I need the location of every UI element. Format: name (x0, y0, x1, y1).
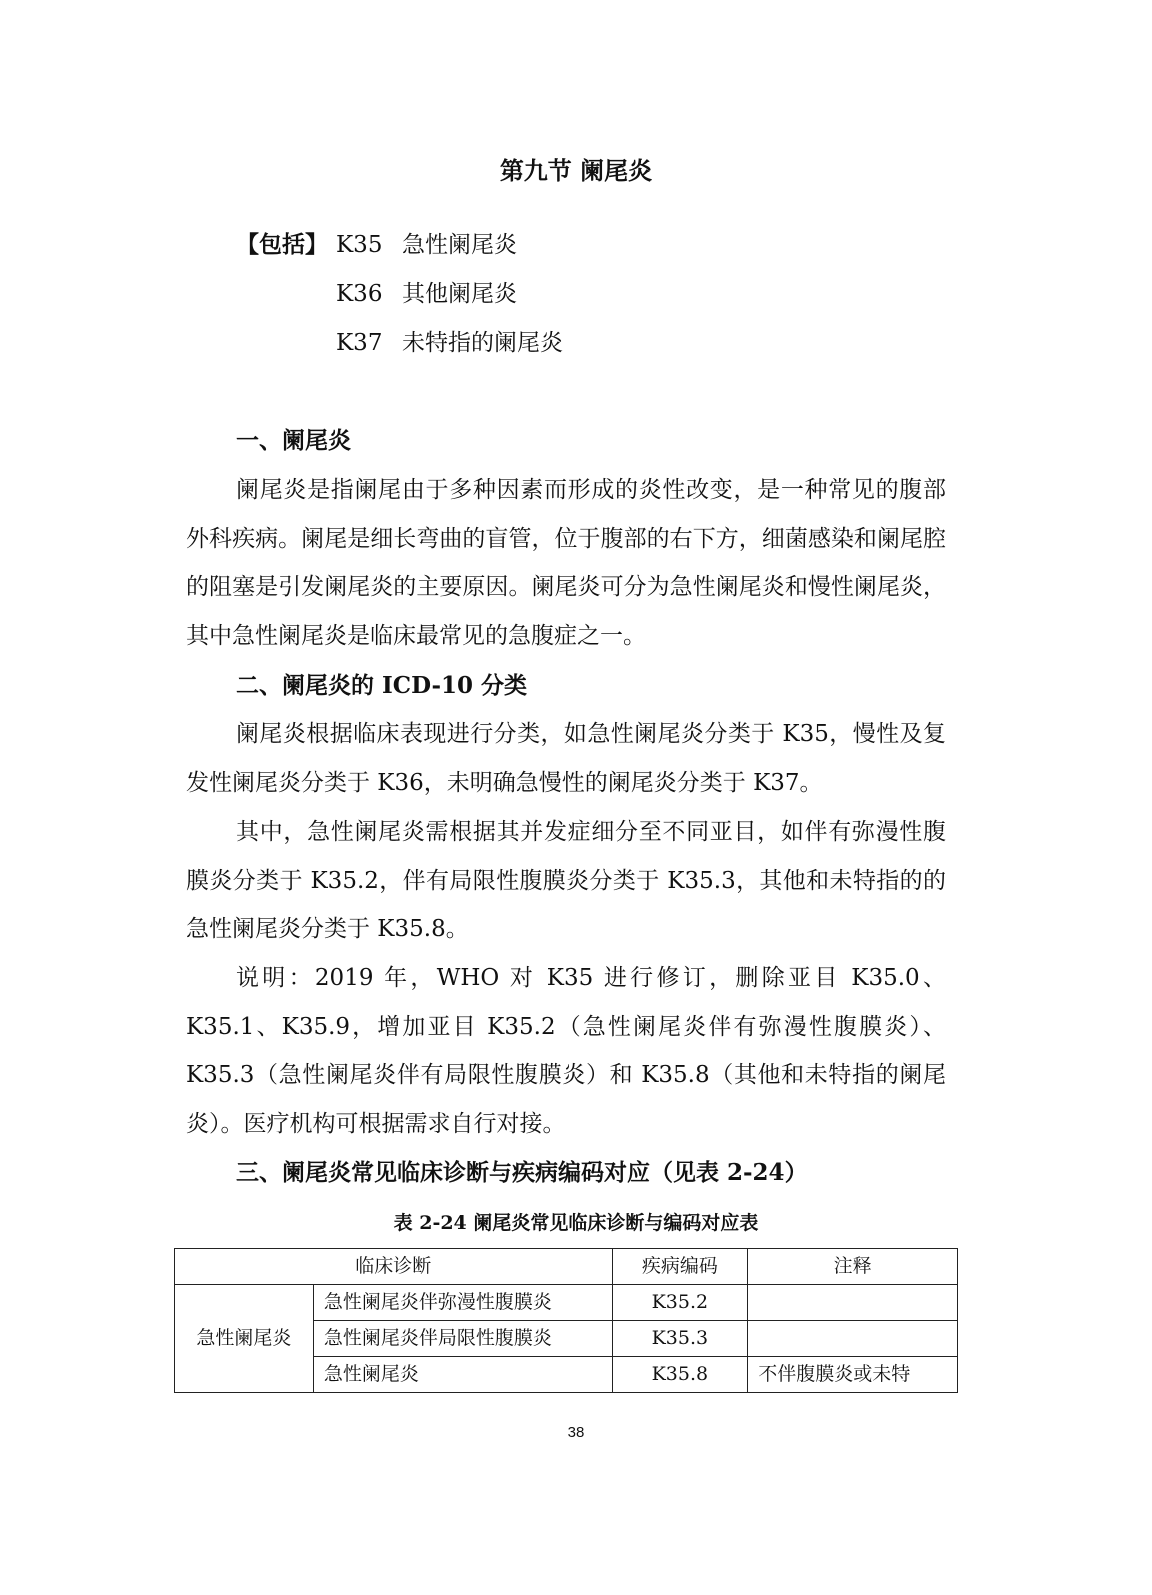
inclusion-name: 未特指的阑尾炎 (402, 330, 563, 356)
diagnosis-cell: 急性阑尾炎伴局限性腹膜炎 (313, 1321, 612, 1357)
diagnosis-code-table (174, 1248, 958, 1393)
inclusion-code: K36 (336, 281, 383, 307)
heading-1: 一、阑尾炎 (236, 427, 351, 454)
header-code: 疾病编码 (612, 1249, 748, 1285)
table-title: 表 2-24 阑尾炎常见临床诊断与编码对应表 (393, 1212, 759, 1234)
paragraph-definition: 阑尾炎是指阑尾由于多种因素而形成的炎性改变，是一种常见的腹部外科疾病。阑尾是细长弯曲的盲管，位于腹部的右下方，细菌感染和阑尾腔的阻塞是引发阑尾炎的主要原因。阑尾炎可分为急性阑尾炎和慢性阑尾炎，其中急性阑尾炎是临床最常见的急腹症之一。 (186, 477, 946, 649)
inclusion-row-1 (236, 228, 517, 262)
inclusion-lead: 【包括】 (236, 231, 328, 258)
code-cell: K35.3 (612, 1321, 748, 1357)
paragraph-note: 说明：2019 年，WHO 对 K35 进行修订，删除亚目 K35.0、K35.1、K35.9，增加亚目 K35.2（急性阑尾炎伴有弥漫性腹膜炎）、K35.3（急性阑尾炎伴有局限性腹膜炎）和 K35.8（其他和未特指的阑尾炎）。医疗机构可根据需求自行对接。 (186, 965, 946, 1137)
note-cell: 不伴腹膜炎或未特 (748, 1357, 958, 1393)
inclusion-row-2 (236, 277, 517, 311)
header-note: 注释 (748, 1249, 958, 1285)
code-cell: K35.2 (612, 1285, 748, 1321)
diagnosis-cell: 急性阑尾炎伴弥漫性腹膜炎 (313, 1285, 612, 1321)
inclusion-row-3 (236, 326, 563, 360)
note-cell (748, 1285, 958, 1321)
section-title: 第九节 阑尾炎 (499, 156, 653, 185)
table-header-row (175, 1249, 958, 1285)
code-cell: K35.8 (612, 1357, 748, 1393)
note-cell (748, 1321, 958, 1357)
page-number: 38 (567, 1424, 585, 1441)
inclusion-code: K35 (336, 232, 383, 258)
inclusion-name: 急性阑尾炎 (402, 232, 517, 258)
group-cell: 急性阑尾炎 (175, 1285, 314, 1393)
heading-2: 二、阑尾炎的 ICD-10 分类 (236, 672, 528, 699)
inclusion-code: K37 (336, 330, 383, 356)
paragraph-classification: 阑尾炎根据临床表现进行分类，如急性阑尾炎分类于 K35，慢性及复发性阑尾炎分类于 K36，未明确急慢性的阑尾炎分类于 K37。 (186, 721, 946, 796)
heading-3: 三、阑尾炎常见临床诊断与疾病编码对应（见表 2-24） (236, 1159, 808, 1186)
diagnosis-cell: 急性阑尾炎 (313, 1357, 612, 1393)
inclusion-name: 其他阑尾炎 (402, 281, 517, 307)
header-diagnosis: 临床诊断 (175, 1249, 613, 1285)
table-row (175, 1285, 958, 1321)
paragraph-subcategories: 其中，急性阑尾炎需根据其并发症细分至不同亚目，如伴有弥漫性腹膜炎分类于 K35.2，伴有局限性腹膜炎分类于 K35.3，其他和未特指的的急性阑尾炎分类于 K35.8。 (186, 819, 946, 943)
